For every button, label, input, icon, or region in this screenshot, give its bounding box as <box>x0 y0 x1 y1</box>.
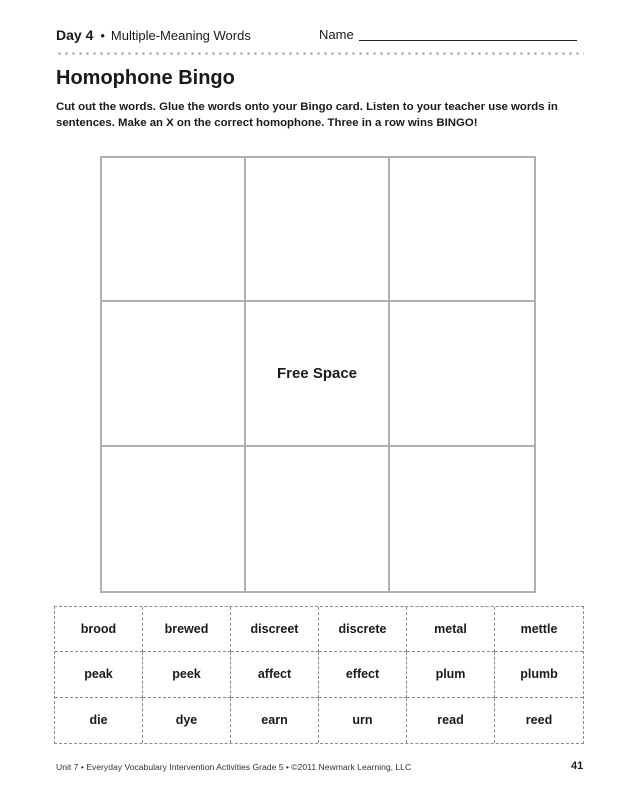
bingo-card <box>100 156 536 593</box>
bingo-cell[interactable] <box>102 447 246 591</box>
bingo-cell[interactable] <box>102 302 246 446</box>
page-number: 41 <box>571 760 584 772</box>
instructions: Cut out the words. Glue the words onto your Bingo card. Listen to your teacher use words in sentences. Make an X on the correct homophone. Three in a row wins BINGO! <box>56 101 558 129</box>
subject-label: Multiple-Meaning Words <box>110 28 251 43</box>
word-card[interactable]: dye <box>143 698 231 743</box>
word-card[interactable]: reed <box>525 713 553 728</box>
bingo-cell[interactable] <box>246 447 390 591</box>
bingo-cell[interactable] <box>246 158 390 302</box>
word-card[interactable]: peak <box>55 652 143 697</box>
word-cutout-grid <box>54 606 584 744</box>
word-card[interactable]: discreet <box>231 607 319 652</box>
word-card[interactable]: peek <box>143 652 231 697</box>
word-card[interactable]: brewed <box>143 607 231 652</box>
bingo-cell[interactable] <box>390 302 534 446</box>
name-label: Name <box>319 27 354 42</box>
header-bullet: • <box>100 28 105 43</box>
word-card[interactable]: discrete <box>319 607 407 652</box>
word-card[interactable]: read <box>407 698 495 743</box>
dotted-divider <box>56 52 584 55</box>
bingo-cell[interactable] <box>102 158 246 302</box>
word-card[interactable]: brood <box>55 607 143 652</box>
word-card[interactable]: earn <box>231 698 319 743</box>
page-title: Homophone Bingo <box>56 67 235 89</box>
word-card[interactable]: affect <box>231 652 319 697</box>
free-space-cell: Free Space <box>246 302 390 446</box>
bingo-cell[interactable] <box>390 158 534 302</box>
word-card[interactable]: plumb <box>495 652 583 697</box>
day-label: Day 4 <box>56 27 94 43</box>
name-line[interactable] <box>359 40 577 41</box>
word-card[interactable]: plum <box>407 652 495 697</box>
word-card[interactable]: die <box>55 698 143 743</box>
word-card[interactable]: mettle <box>495 607 583 652</box>
footer-text: Unit 7 • Everyday Vocabulary Intervention Activities Grade 5 • ©2011 Newmark Learning, LLC <box>56 762 412 772</box>
word-card[interactable]: urn <box>319 698 407 743</box>
bingo-cell[interactable] <box>390 447 534 591</box>
page-header <box>56 27 578 47</box>
word-card[interactable]: metal <box>407 607 495 652</box>
word-card[interactable]: effect <box>319 652 407 697</box>
